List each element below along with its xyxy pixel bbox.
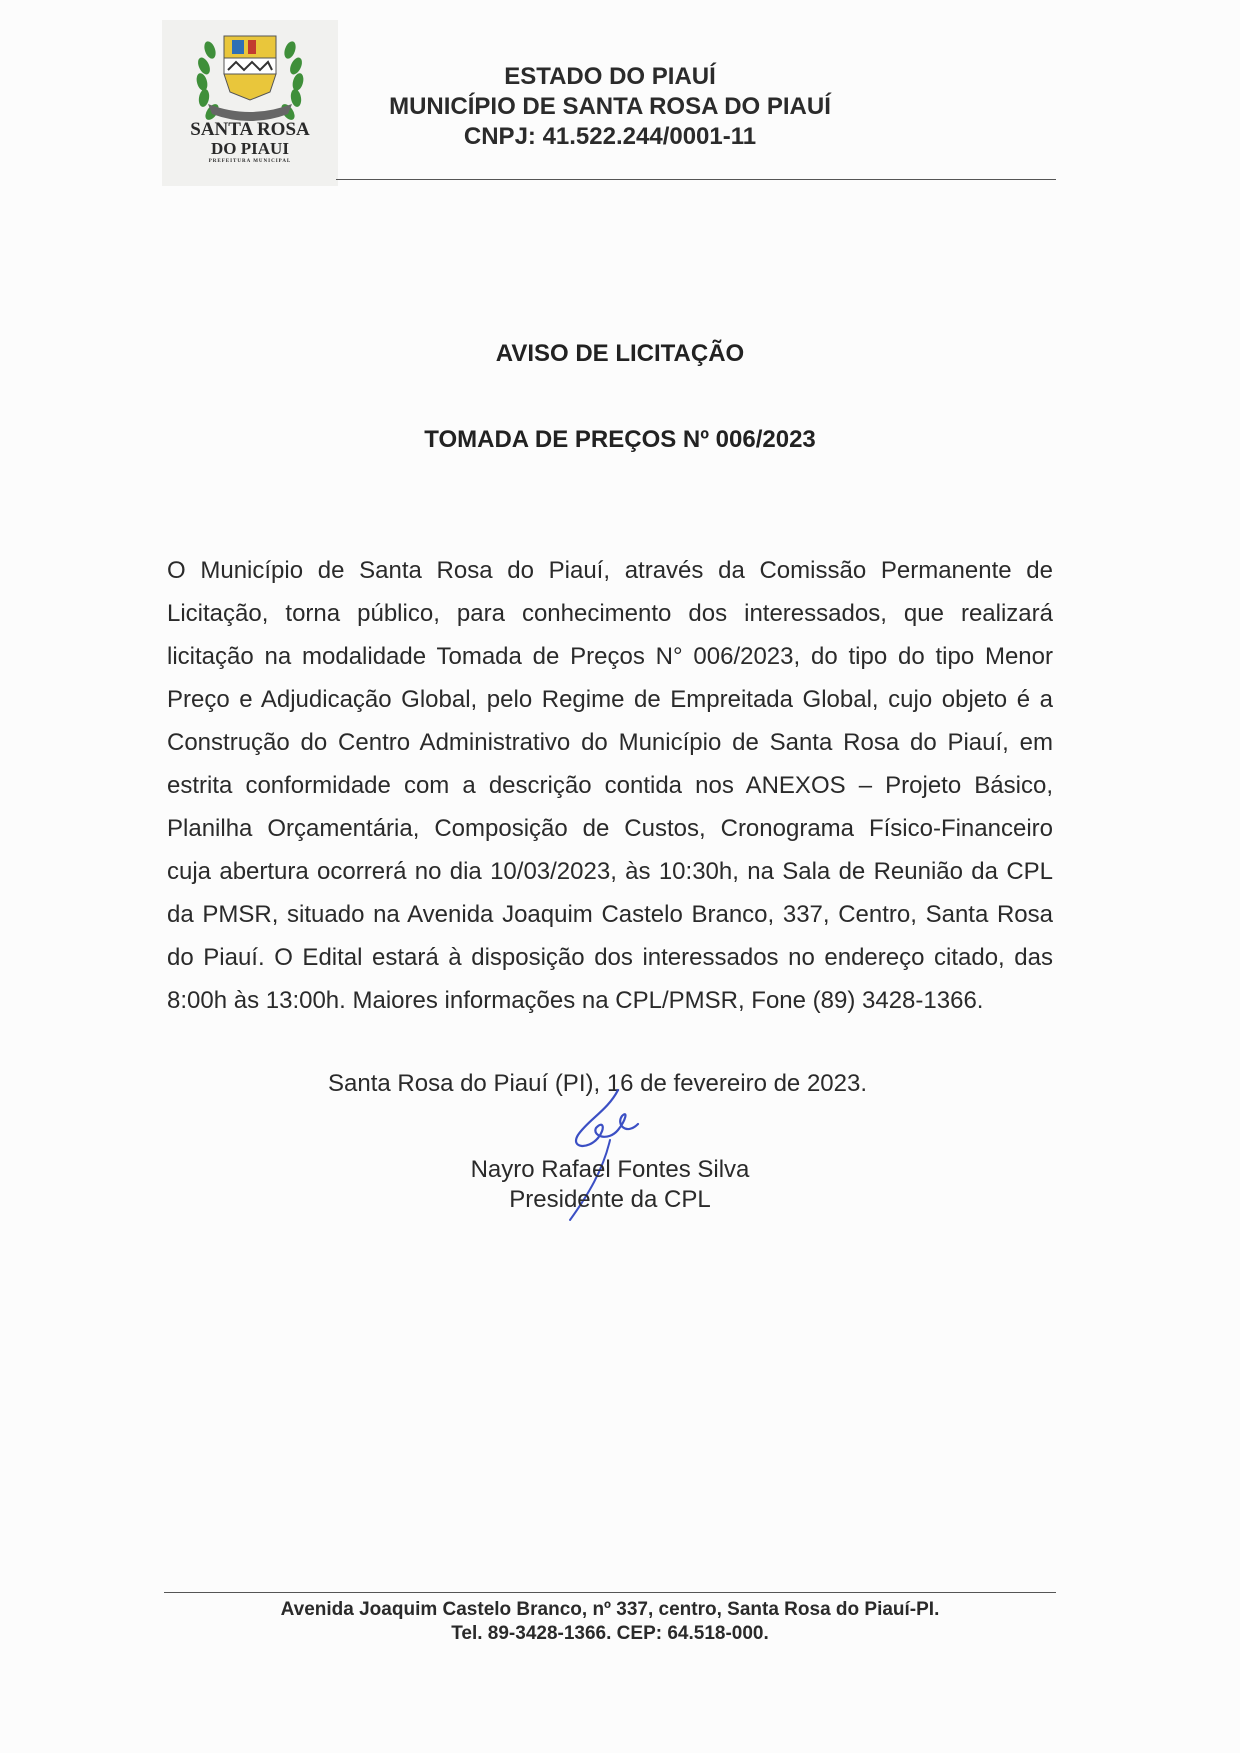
footer-address: Avenida Joaquim Castelo Branco, nº 337, centro, Santa Rosa do Piauí-PI. xyxy=(280,1599,940,1620)
notice-subtitle: TOMADA DE PREÇOS Nº 006/2023 xyxy=(424,426,816,453)
notice-body: O Município de Santa Rosa do Piauí, através da Comissão Permanente de Licitação, torna público, para conhecimento dos interessados, que realizará licitação na modalidade Tomada de Preços N° 006/2023, do tipo do tipo Menor Preço e Adjudicação Global, pelo Regime de Empreitada Global, cujo objeto é a Construção do Centro Administrativo do Município de Santa Rosa do Piauí, em estrita conformidade com a descrição contida nos ANEXOS – Projeto Básico, Planilha Orçamentária, Composição de Custos, Cronograma Físico-Financeiro cuja abertura ocorrerá no dia 10/03/2023, às 10:30h, na Sala de Reunião da CPL da PMSR, situado na Avenida Joaquim Castelo Branco, 337, Centro, Santa Rosa do Piauí. O Edital estará à disposição dos interessados no endereço citado, das 8:00h às 13:00h. Maiores informações na CPL/PMSR, Fone (89) 3428-1366. xyxy=(167,557,1053,1014)
logo-line-2: DO PIAUI xyxy=(211,139,289,158)
header-divider xyxy=(336,179,1056,180)
logo-line-1: SANTA ROSA xyxy=(190,119,310,140)
document-footer xyxy=(0,1598,1220,1646)
logo-line-3: PREFEITURA MUNICIPAL xyxy=(208,159,292,164)
logo-text xyxy=(162,120,338,166)
notice-title: AVISO DE LICITAÇÃO xyxy=(495,340,745,367)
signatory-name: Nayro Rafael Fontes Silva xyxy=(470,1156,750,1183)
header-state: ESTADO DO PIAUÍ xyxy=(504,63,716,90)
header-municipality: MUNICÍPIO DE SANTA ROSA DO PIAUÍ xyxy=(389,93,831,120)
signatory-role: Presidente da CPL xyxy=(509,1186,711,1213)
footer-divider xyxy=(164,1592,1056,1593)
footer-contact: Tel. 89-3428-1366. CEP: 64.518-000. xyxy=(451,1623,769,1644)
place-date: Santa Rosa do Piauí (PI), 16 de fevereiro de 2023. xyxy=(328,1070,868,1097)
header-cnpj: CNPJ: 41.522.244/0001-11 xyxy=(463,123,757,150)
document-header xyxy=(370,62,850,152)
municipal-logo xyxy=(162,20,338,186)
